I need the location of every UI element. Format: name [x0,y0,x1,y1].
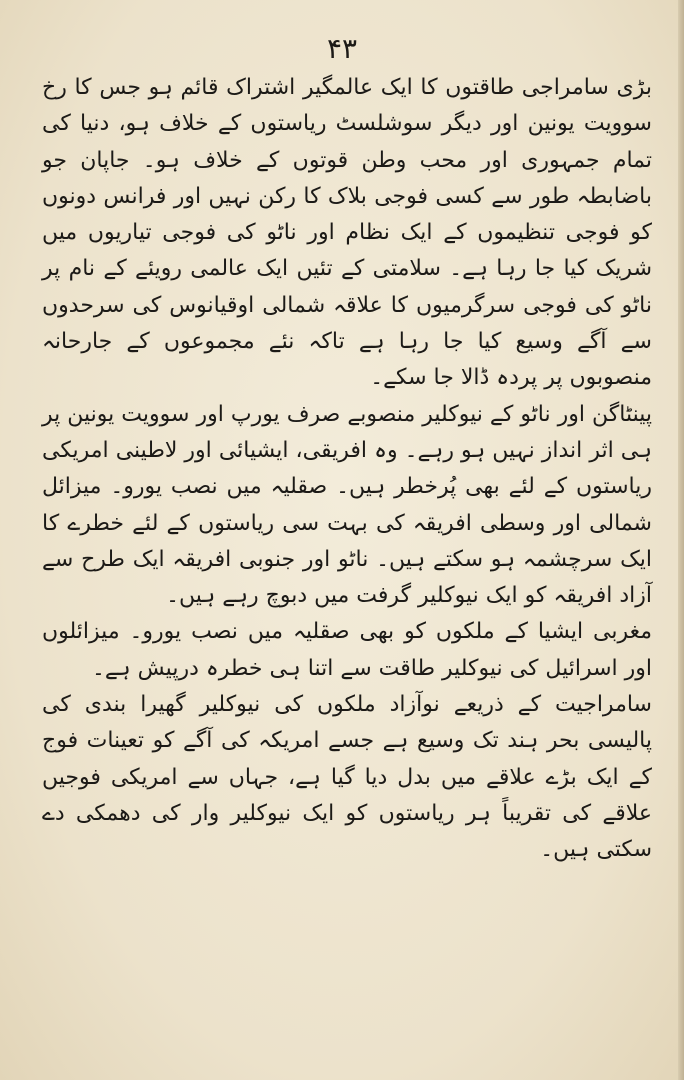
paragraph-2: پینٹاگن اور ناٹو کے نیوکلیر منصوبے صرف یورپ اور سوویت یونین پر ہی اثر انداز نہیں ہو رہے۔ وہ افریقی، ایشیائی اور لاطینی امریکی ریاستوں کے لئے بھی پُرخطر ہیں۔ صقلیہ میں نصب یورو۔ میزائل شمالی اور وسطی افریقہ کی بہت سی ریاستوں کے لئے خطرے کا ایک سرچشمہ ہو سکتے ہیں۔ ناٹو اور جنوبی افریقہ ایک طرح سے آزاد افریقہ کو ایک نیوکلیر گرفت میں دبوچ رہے ہیں۔ [42,401,652,609]
paragraph-1: بڑی سامراجی طاقتوں کا ایک عالمگیر اشتراک قائم ہو جس کا رخ سوویت یونین اور دیگر سوشلسٹ ریاستوں کے خلاف ہو، دنیا کی تمام جمہوری اور محب وطن قوتوں کے خلاف ہو۔ جاپان جو باضابطہ طور سے کسی فوجی بلاک کا رکن نہیں اور فرانس دونوں کو فوجی تنظیموں کے ایک نظام اور ناٹو کی فوجی تیاریوں میں شریک کیا جا رہا ہے۔ سلامتی کے تئیں ایک عالمی رویئے کے نام پر ناٹو کی فوجی سرگرمیوں کا علاقہ شمالی اوقیانوس کی سرحدوں سے آگے وسیع کیا جا رہا ہے تاکہ نئے مجموعوں کے جارحانہ منصوبوں پر پردہ ڈالا جا سکے۔ [42,75,652,391]
paragraph-3: مغربی ایشیا کے ملکوں کو بھی صقلیہ میں نصب یورو۔ میزائلوں اور اسرائیل کی نیوکلیر طاقت سے اتنا ہی خطرہ درپیش ہے۔ [42,619,652,681]
page-body [42,70,652,869]
paragraph-4: سامراجیت کے ذریعے نوآزاد ملکوں کی نیوکلیر گھیرا بندی کی پالیسی بحر ہند تک وسیع ہے جسے امریکہ کی آگے کو تعینات فوج کے ایک بڑے علاقے میں بدل دیا گیا ہے، جہاں سے امریکی فوجیں علاقے کی تقریباً ہر ریاستوں کو ایک نیوکلیر وار کی دھمکی دے سکتی ہیں۔ [42,692,652,863]
page-number: ۴۳ [326,32,358,65]
page-edge [678,0,684,1080]
